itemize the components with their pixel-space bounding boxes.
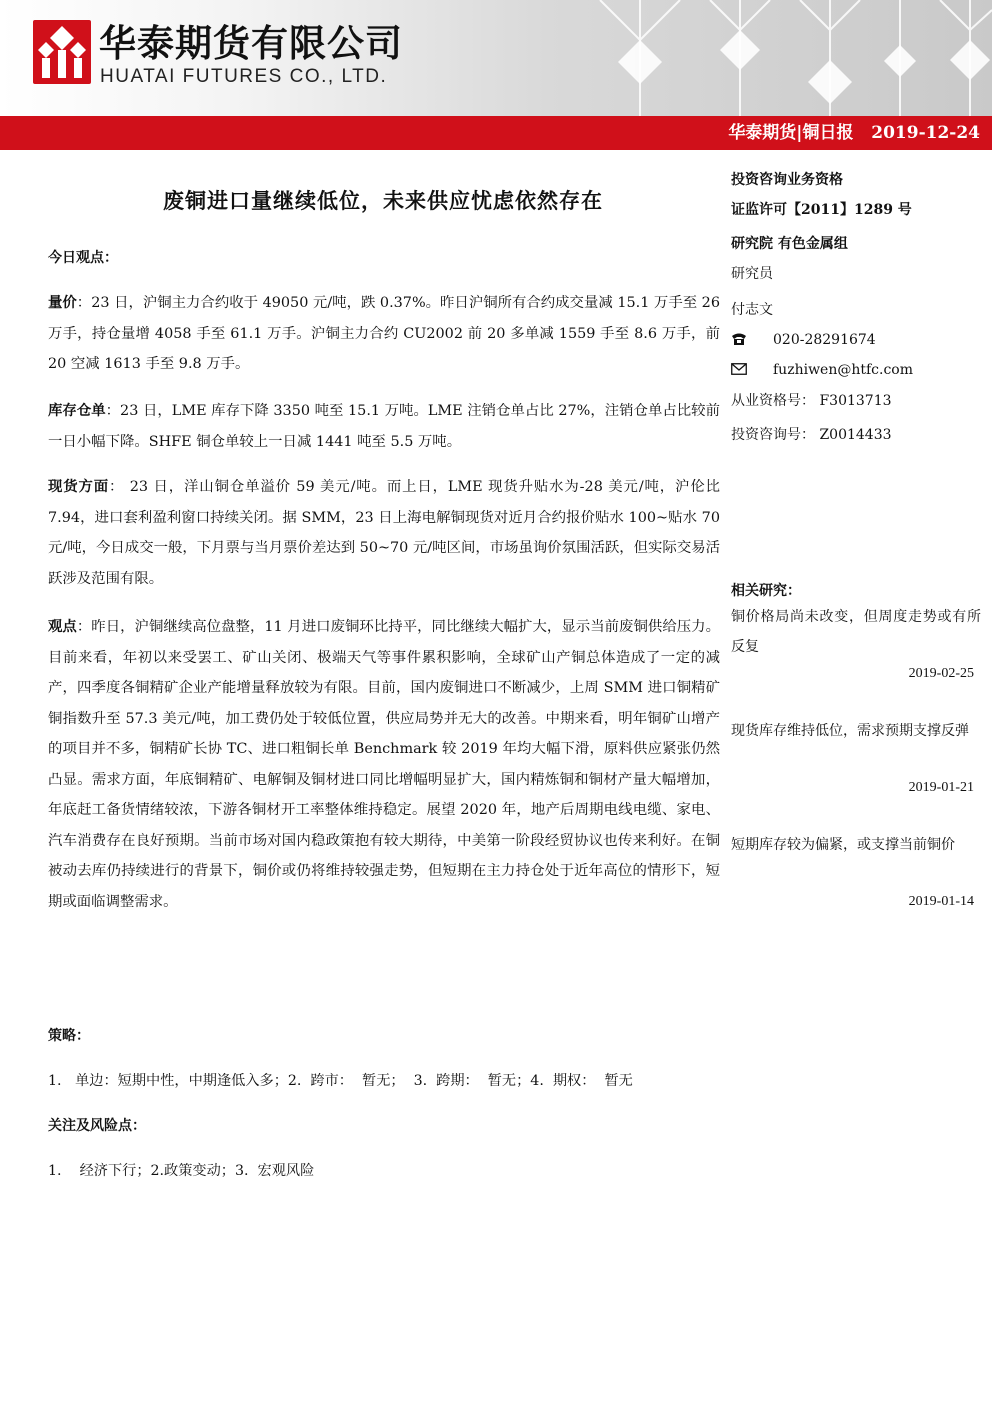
strategy-text: 1. 单边：短期中性，中期逢低入多；2. 跨市： 暂无； 3. 跨期： 暂无；4. 期权： 暂无 [48, 1073, 633, 1089]
paragraph-text: ：昨日，沪铜继续高位盘整，11 月进口废铜环比持平，同比继续大幅扩大，显示当前废铜供给压力。目前来看，年初以来受罢工、矿山关闭、极端天气等事件累积影响，全球矿山产铜总体造成了一定的减产，四季度各铜精矿企业产能增量释放较为有限。目前，国内废铜进口不断减少，上周 SMM 进口铜精矿铜指数升至 57.3 美元/吨，加工费仍处于较低位置，供应局势并无大的改善。中期来看，明年铜矿山增产的项目并不多，铜精矿长协 TC、进口粗铜长单 Benchmark 较 2019 年均大幅下滑，原料供应紧张仍然凸显。需求方面，年底铜精矿、电解铜及铜材进口同比增幅明显扩大，国内精炼铜和铜材产量大幅增加，年底赶工备货情绪较浓，下游各铜材开工率整体维持稳定。展望 2020 年，地产后周期电线电缆、家电、汽车消费存在良好预期。当前市场对国内稳政策抱有较大期待，中美第一阶段经贸协议也传来利好。在铜被动去库仍持续进行的背景下，铜价或仍将维持较强走势，但短期在主力持仓处于近年高位的情形下，短期或面临调整需求。 [48, 619, 720, 910]
paragraph-label: 观点 [48, 618, 77, 635]
related-item-title[interactable]: 铜价格局尚未改变，但周度走势或有所反复 [731, 609, 981, 655]
company-name-en: HUATAI FUTURES CO., LTD. [100, 66, 388, 87]
related-item-date: 2019-02-25 [908, 666, 974, 681]
paragraph-price [48, 288, 720, 380]
phone-icon [731, 332, 747, 346]
paragraph-inventory [48, 396, 720, 457]
paragraph-text: ：23 日，沪铜主力合约收于 49050 元/吨，跌 0.37%。昨日沪铜所有合约成交量减 15.1 万手至 26 万手，持仓量增 4058 手至 61.1 万手。沪铜主力合约 CU2002 前 20 多单减 1559 手至 8.6 万手，前 20 空减 1613 手至 9.8 万手。 [48, 295, 720, 372]
report-title: 废铜进口量继续低位，未来供应忧虑依然存在 [163, 188, 603, 213]
header-banner [0, 0, 992, 116]
phone-number: 020-28291674 [773, 332, 876, 348]
paragraph-spot [48, 472, 720, 594]
paragraph-label: 库存仓单 [48, 402, 106, 419]
related-item-title[interactable]: 短期库存较为偏紧，或支撑当前铜价 [731, 837, 955, 853]
department: 研究院 有色金属组 [731, 236, 848, 252]
paragraph-label: 现货方面 [48, 478, 110, 495]
today-view-heading: 今日观点： [48, 250, 118, 266]
huatai-logo-icon [33, 20, 91, 84]
strategy-heading: 策略： [48, 1028, 90, 1044]
email-icon [731, 363, 747, 375]
related-item-title[interactable]: 现货库存维持低位，需求预期支撑反弹 [731, 723, 969, 739]
advisory-number: 投资咨询号： Z0014433 [731, 427, 892, 443]
qualification-title: 投资咨询业务资格 [731, 172, 843, 188]
paragraph-label: 量价 [48, 294, 77, 311]
researcher-name: 付志文 [731, 302, 773, 318]
report-bar [0, 116, 992, 150]
report-bar-text: 华泰期货|铜日报 2019-12-24 [728, 123, 980, 143]
paragraph-text: ： 23 日，洋山铜仓单溢价 59 美元/吨。而上日，LME 现货升贴水为-28 美元/吨，沪伦比 7.94，进口套利盈利窗口持续关闭。据 SMM，23 日上海电解铜现货对近月合约报价贴水 100~贴水 70 元/吨，今日成交一般，下月票与当月票价差达到 50~70 元/吨区间，市场虽询价氛围活跃，但实际交易活跃涉及范围有限。 [48, 479, 720, 587]
company-name-cn: 华泰期货有限公司 [99, 22, 403, 65]
paragraph-text: ：23 日，LME 库存下降 3350 吨至 15.1 万吨。LME 注销仓单占比 27%，注销仓单占比较前一日小幅下降。SHFE 铜仓单较上一日减 1441 吨至 5.5 万吨。 [48, 403, 720, 450]
related-item-date: 2019-01-21 [908, 780, 974, 795]
decorative-pattern [560, 0, 992, 116]
related-research-heading: 相关研究： [731, 583, 801, 599]
cert-number: 从业资格号： F3013713 [731, 393, 892, 409]
risk-text: 1. 经济下行；2.政策变动；3. 宏观风险 [48, 1163, 315, 1179]
license-number: 证监许可【2011】1289 号 [731, 202, 912, 218]
risk-heading: 关注及风险点： [48, 1118, 146, 1134]
researcher-role: 研究员 [731, 266, 773, 282]
email-address[interactable]: fuzhiwen@htfc.com [773, 362, 914, 378]
related-item-date: 2019-01-14 [908, 894, 974, 909]
paragraph-view [48, 612, 720, 917]
